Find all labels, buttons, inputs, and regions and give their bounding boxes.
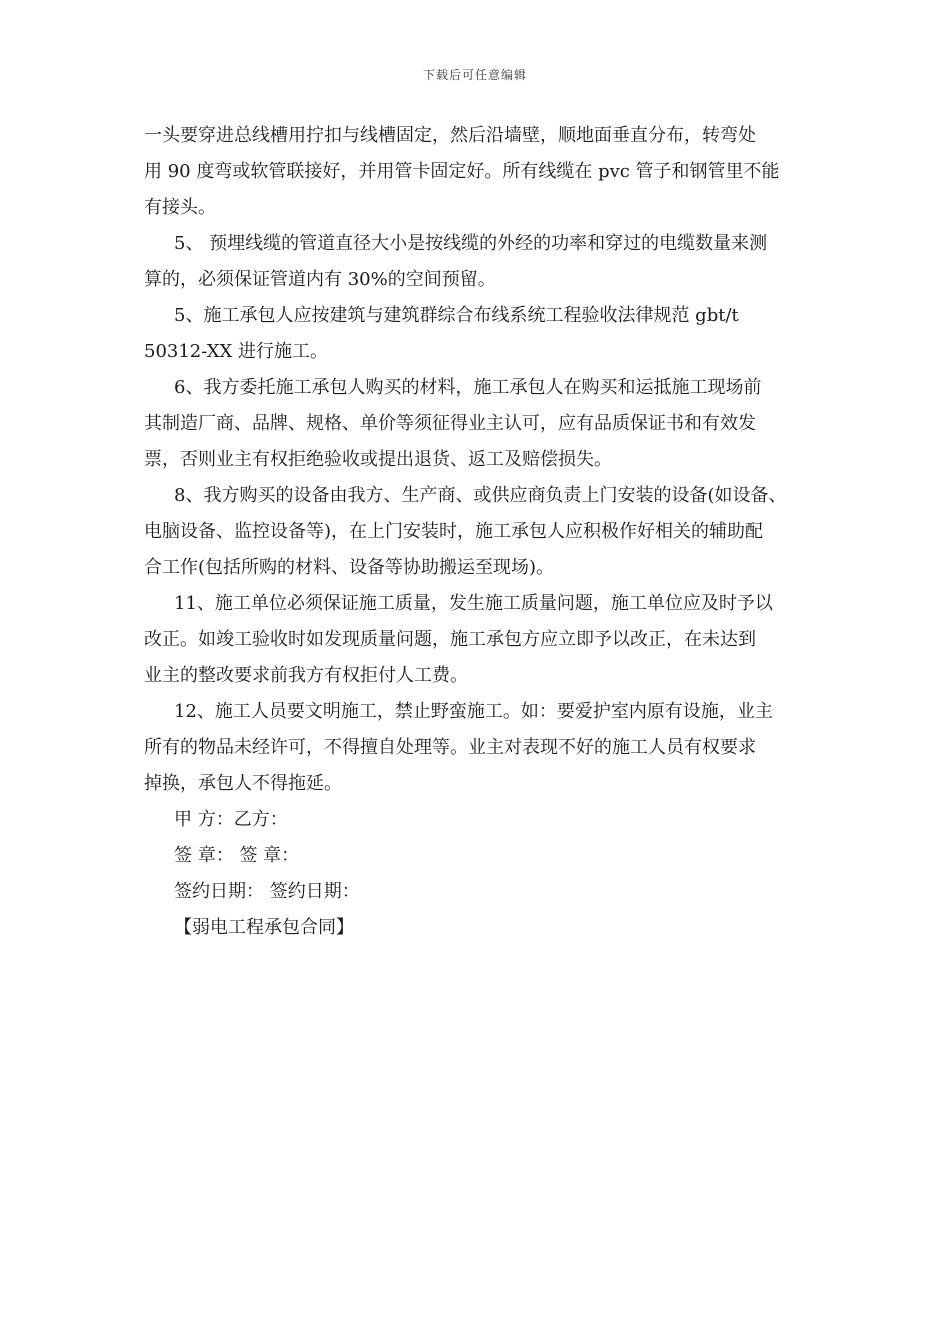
signature-line: 签 章： 签 章： [174, 845, 300, 866]
text-line: 算的，必须保证管道内有 30%的空间预留。 [144, 269, 496, 290]
text-line: 一头要穿进总线槽用拧扣与线槽固定，然后沿墙壁，顺地面垂直分布，转弯处 [144, 125, 756, 146]
clause-5-second: 5、施工承包人应按建筑与建筑群综合布线系统工程验收法律规范 gbt/t [174, 305, 739, 326]
page-header: 下载后可任意编辑 [422, 68, 527, 82]
text-line: 电脑设备、监控设备等)，在上门安装时，施工承包人应积极作好相关的辅助配 [144, 521, 764, 542]
clause-6: 6、我方委托施工承包人购买的材料，施工承包人在购买和运抵施工现场前 [174, 377, 762, 398]
document-title-footer: 【弱电工程承包合同】 [174, 917, 354, 938]
document-body [144, 118, 808, 946]
text-line: 有接头。 [144, 197, 216, 218]
text-line: 合工作(包括所购的材料、设备等协助搬运至现场)。 [144, 557, 555, 578]
clause-11: 11、施工单位必须保证施工质量，发生施工质量问题，施工单位应及时予以 [174, 593, 773, 614]
text-line: 业主的整改要求前我方有权拒付人工费。 [144, 665, 468, 686]
text-line: 掉换，承包人不得拖延。 [144, 773, 342, 794]
clause-12: 12、施工人员要文明施工，禁止野蛮施工。如：要爱护室内原有设施，业主 [174, 701, 773, 722]
text-line: 用 90 度弯或软管联接好，并用管卡固定好。所有线缆在 pvc 管子和钢管里不能 [144, 161, 780, 182]
text-line: 所有的物品未经许可，不得擅自处理等。业主对表现不好的施工人员有权要求 [144, 737, 756, 758]
clause-8: 8、我方购买的设备由我方、生产商、或供应商负责上门安装的设备(如设备、 [174, 485, 787, 506]
party-line: 甲 方：乙方： [174, 809, 288, 830]
text-line: 50312-XX 进行施工。 [144, 341, 329, 362]
text-line: 其制造厂商、品牌、规格、单价等须征得业主认可，应有品质保证书和有效发 [144, 413, 756, 434]
signing-date-line: 签约日期： 签约日期： [174, 881, 360, 902]
clause-5-first: 5、 预埋线缆的管道直径大小是按线缆的外经的功率和穿过的电缆数量来测 [174, 233, 768, 254]
text-line: 改正。如竣工验收时如发现质量问题，施工承包方应立即予以改正，在未达到 [144, 629, 756, 650]
text-line: 票，否则业主有权拒绝验收或提出退货、返工及赔偿损失。 [144, 449, 612, 470]
